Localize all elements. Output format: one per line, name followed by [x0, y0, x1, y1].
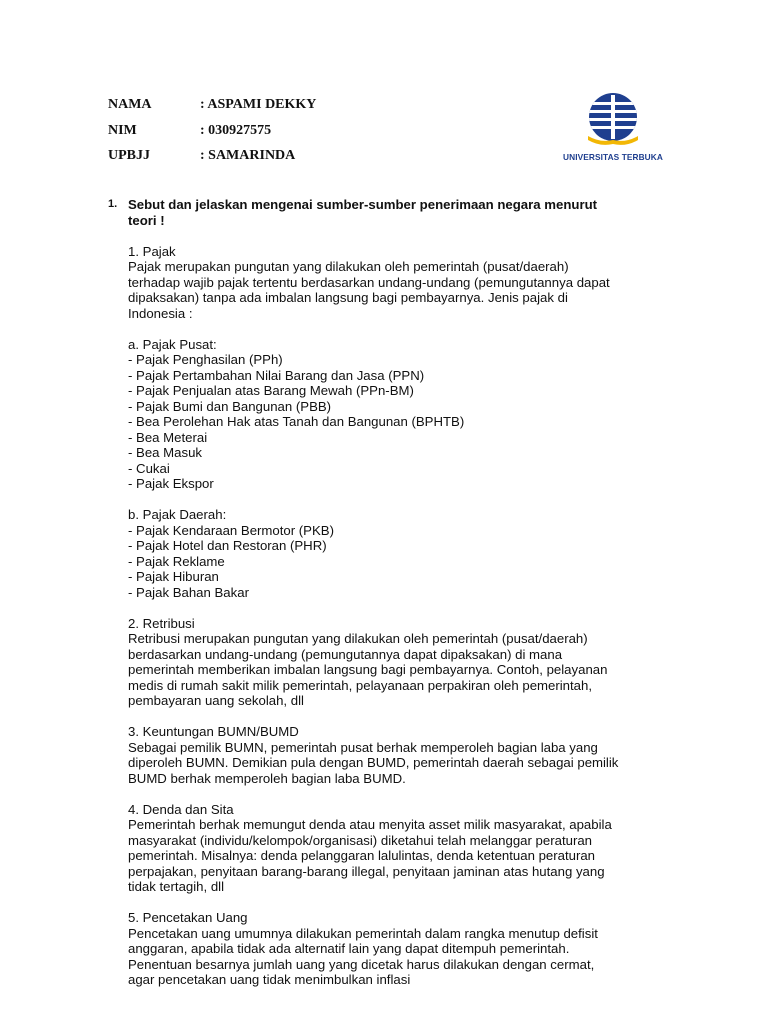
body-line: perpajakan, penyitaan barang-barang illegal, penyitaan jaminan atas hutang yang	[128, 863, 605, 879]
answer-body	[128, 228, 668, 988]
info-value: : 030927575	[200, 122, 272, 138]
body-line: Pencetakan uang umumnya dilakukan pemerintah dalam rangka menutup defisit	[128, 925, 598, 941]
question-line: teori !	[128, 212, 165, 228]
question-number: 1.	[108, 198, 118, 210]
body-line: 1. Pajak	[128, 243, 176, 259]
student-info	[108, 95, 316, 172]
body-line: 5. Pencetakan Uang	[128, 910, 248, 925]
body-line: - Bea Masuk	[128, 445, 203, 460]
body-line: b. Pajak Daerah:	[128, 507, 227, 522]
body-line: - Pajak Hiburan	[128, 569, 219, 584]
body-line: Penentuan besarnya jumlah uang yang dicetak harus dilakukan dengan cermat,	[128, 956, 595, 972]
info-label: UPBJJ	[108, 148, 150, 163]
body-line: agar pencetakan uang tidak menimbulkan inflasi	[128, 972, 411, 987]
body-line: - Pajak Ekspor	[128, 476, 214, 491]
body-line: - Pajak Penjualan atas Barang Mewah (PPn-BM)	[128, 383, 414, 398]
blank-line	[128, 895, 668, 911]
info-label: NAMA	[108, 97, 152, 112]
university-emblem-icon	[563, 90, 663, 152]
info-label: NIM	[108, 122, 137, 138]
body-line: pembayaran uang sekolah, dll	[128, 693, 304, 708]
body-line: Indonesia :	[128, 305, 193, 321]
body-line: - Pajak Kendaraan Bermotor (PKB)	[128, 522, 334, 538]
body-line: - Bea Meterai	[128, 429, 208, 445]
answer-document	[108, 197, 668, 988]
body-line: - Pajak Reklame	[128, 553, 225, 569]
body-line: - Pajak Bahan Bakar	[128, 584, 249, 600]
body-line: tidak tertagih, dll	[128, 879, 225, 894]
body-line: - Pajak Pertambahan Nilai Barang dan Jasa (PPN)	[128, 367, 425, 383]
body-line: a. Pajak Pusat:	[128, 336, 217, 352]
blank-line	[128, 492, 668, 508]
body-line: masyarakat (individu/kelompok/organisasi) diketahui telah melanggar peraturan	[128, 832, 593, 848]
body-line: pemerintah. Misalnya: denda pelanggaran lalulintas, denda ketentuan peraturan	[128, 848, 596, 863]
blank-line	[128, 321, 668, 337]
body-line: - Pajak Bumi dan Bangunan (PBB)	[128, 398, 332, 414]
blank-line	[128, 228, 668, 244]
body-line: 4. Denda dan Sita	[128, 801, 234, 817]
info-value: : SAMARINDA	[200, 148, 296, 163]
body-line: berdasarkan undang-undang (pemungutannya dapat dipaksakan) di mana	[128, 646, 563, 662]
body-line: 2. Retribusi	[128, 615, 195, 631]
body-line: dipaksakan) tanpa ada imbalan langsung bagi pembayarnya. Jenis pajak di	[128, 290, 568, 305]
question-line: Sebut dan jelaskan mengenai sumber-sumber penerimaan negara menurut	[128, 197, 598, 212]
body-line: Retribusi merupakan pungutan yang dilakukan oleh pemerintah (pusat/daerah)	[128, 631, 588, 646]
body-line: 3. Keuntungan BUMN/BUMD	[128, 724, 299, 739]
info-row-name	[108, 95, 316, 121]
blank-line	[128, 600, 668, 616]
body-line: Sebagai pemilik BUMN, pemerintah pusat berhak memperoleh bagian laba yang	[128, 739, 598, 755]
blank-line	[128, 786, 668, 802]
body-line: Pemerintah berhak memungut denda atau menyita asset milik masyarakat, apabila	[128, 817, 612, 832]
body-line: - Cukai	[128, 460, 170, 476]
body-line: - Bea Perolehan Hak atas Tanah dan Bangunan (BPHTB)	[128, 414, 465, 429]
body-line: - Pajak Hotel dan Restoran (PHR)	[128, 538, 327, 553]
blank-line	[128, 709, 668, 725]
body-line: anggaran, apabila tidak ada alternatif lain yang dapat ditempuh pemerintah.	[128, 941, 570, 956]
info-row-nim	[108, 121, 316, 147]
body-line: medis di rumah sakit milik pemerintah, pelayanaan perpakiran oleh pemerintah,	[128, 677, 593, 693]
question-text	[128, 197, 668, 228]
info-value: : ASPAMI DEKKY	[200, 97, 317, 112]
info-row-upbjj	[108, 146, 316, 172]
university-name: UNIVERSITAS TERBUKA	[563, 152, 663, 162]
body-line: Pajak merupakan pungutan yang dilakukan oleh pemerintah (pusat/daerah)	[128, 259, 569, 274]
body-line: - Pajak Penghasilan (PPh)	[128, 352, 283, 367]
university-logo	[563, 90, 663, 170]
body-line: BUMD berhak memperoleh bagian laba BUMD.	[128, 770, 406, 786]
body-line: diperoleh BUMN. Demikian pula dengan BUMD, pemerintah daerah sebagai pemilik	[128, 755, 619, 770]
body-line: pemerintah memberikan imbalan langsung bagi pembayarnya. Contoh, pelayanan	[128, 662, 608, 677]
body-line: terhadap wajib pajak tertentu berdasarkan undang-undang (pemungutannya dapat	[128, 274, 610, 290]
